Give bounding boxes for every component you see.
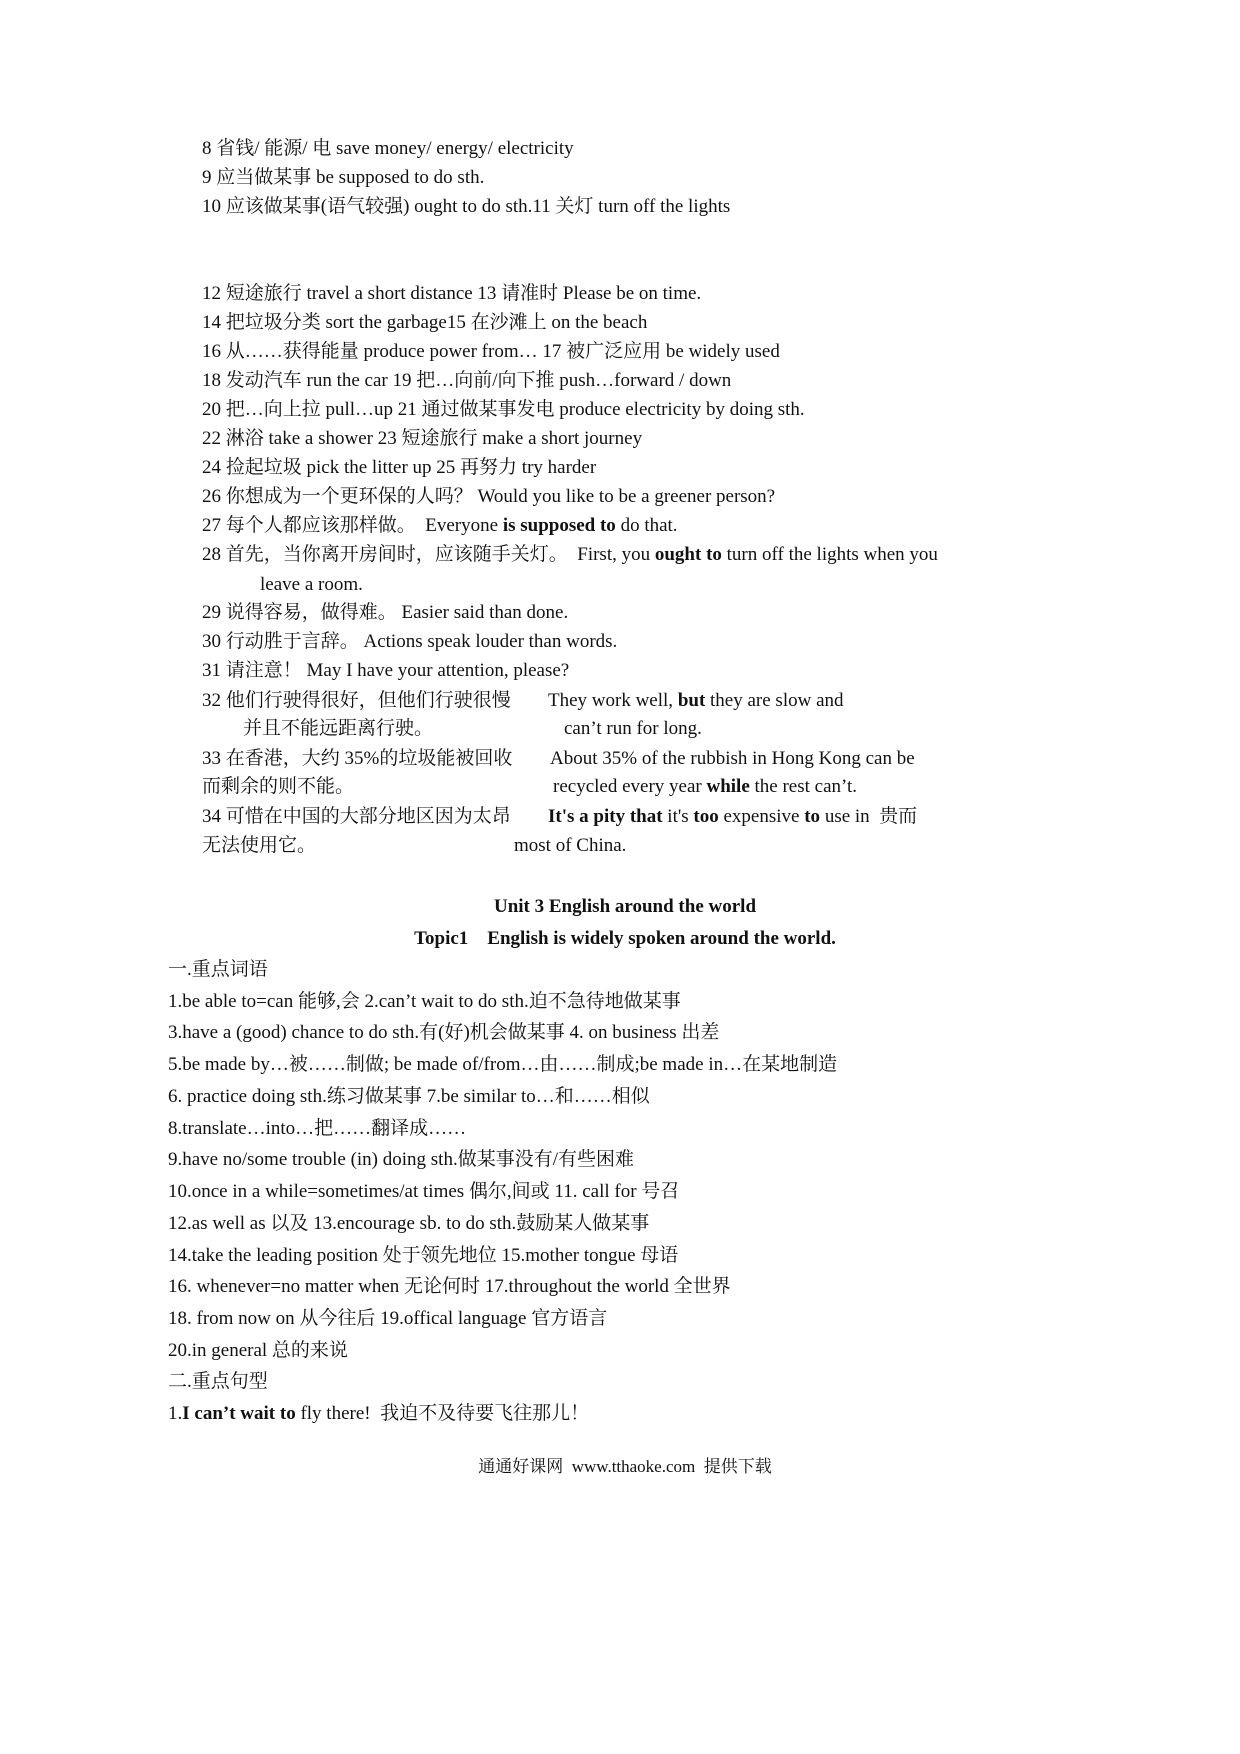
page-footer: 通通好课网 www.tthaoke.com 提供下载 <box>478 1457 772 1476</box>
sentence-line-27 <box>202 514 678 538</box>
line34-bold-c: too <box>693 806 719 827</box>
sentence-line-28-cont: leave a room. <box>260 574 363 595</box>
vocab-item: 20.in general 总的来说 <box>168 1340 348 1361</box>
sentence-line-34-en <box>548 805 917 829</box>
sentence-line-32-en <box>548 689 844 713</box>
line34-en-d: expensive <box>718 806 805 827</box>
line34-bold-e: to <box>804 806 821 827</box>
line34-en-f: use in 贵而 <box>820 806 918 827</box>
line32-en-c: they are slow and <box>705 690 844 711</box>
topic-title: Topic1 English is widely spoken around the world. <box>414 928 836 949</box>
vocab-item: 5.be made by…被……制做; be made of/from…由……制成;be made in…在某地制造 <box>168 1054 838 1075</box>
sentence-line-33-en: About 35% of the rubbish in Hong Kong can be <box>550 748 915 769</box>
sentence-line-32-en-cont: can’t run for long. <box>564 718 702 739</box>
vocab-line-8: 8 省钱/ 能源/ 电 save money/ energy/ electricity <box>202 138 574 159</box>
vocab-line-9: 9 应当做某事 be supposed to do sth. <box>202 167 485 188</box>
sentence1-tail: fly there! 我迫不及待要飞往那儿！ <box>295 1403 590 1424</box>
vocab-item: 10.once in a while=sometimes/at times 偶尔,间或 11. call for 号召 <box>168 1181 680 1202</box>
vocab-line-10: 10 应该做某事(语气较强) ought to do sth.11 关灯 turn off the lights <box>202 196 731 217</box>
line33-en-c: the rest can’t. <box>749 776 858 797</box>
vocab-item: 16. whenever=no matter when 无论何时 17.throughout the world 全世界 <box>168 1276 731 1297</box>
section-heading-sentences: 二.重点句型 <box>168 1371 268 1392</box>
vocab-line-12: 12 短途旅行 travel a short distance 13 请准时 Please be on time. <box>202 283 702 304</box>
vocab-item: 18. from now on 从今往后 19.offical language 官方语言 <box>168 1308 608 1329</box>
line28-tail: turn off the lights when you <box>721 544 938 565</box>
line27-bold: is supposed to <box>502 515 616 536</box>
sentence-line-28 <box>202 543 938 567</box>
line33-bold: while <box>706 776 750 797</box>
vocab-line-22: 22 淋浴 take a shower 23 短途旅行 make a short journey <box>202 428 643 449</box>
vocab-item: 9.have no/some trouble (in) doing sth.做某事没有/有些困难 <box>168 1149 634 1170</box>
sentence-line-33-en-cont <box>553 775 857 799</box>
line32-bold: but <box>677 690 706 711</box>
vocab-line-16: 16 从……获得能量 produce power from… 17 被广泛应用 be widely used <box>202 341 780 362</box>
sentence-line-33-zh: 33 在香港，大约 35%的垃圾能被回收 <box>202 748 513 769</box>
vocab-item: 6. practice doing sth.练习做某事 7.be similar to…和……相似 <box>168 1086 650 1107</box>
sentence-line-26: 26 你想成为一个更环保的人吗？ Would you like to be a greener person? <box>202 486 776 507</box>
vocab-item: 1.be able to=can 能够,会 2.can’t wait to do sth.迫不急待地做某事 <box>168 991 681 1012</box>
sentence-line-34-en-cont: most of China. <box>514 835 627 856</box>
sentence-line-32-zh: 32 他们行驶得很好，但他们行驶很慢 <box>202 690 511 711</box>
vocab-line-14: 14 把垃圾分类 sort the garbage15 在沙滩上 on the beach <box>202 312 648 333</box>
line27-tail: do that. <box>615 515 678 536</box>
vocab-line-24: 24 捡起垃圾 pick the litter up 25 再努力 try harder <box>202 457 597 478</box>
line27-text: 27 每个人都应该那样做。 Everyone <box>202 515 503 536</box>
sentence-line-29: 29 说得容易，做得难。 Easier said than done. <box>202 602 569 623</box>
sentence-line-30: 30 行动胜于言辞。 Actions speak louder than words. <box>202 631 618 652</box>
line33-en-a: recycled every year <box>553 776 707 797</box>
vocab-item: 14.take the leading position 处于领先地位 15.mother tongue 母语 <box>168 1245 679 1266</box>
vocab-line-18: 18 发动汽车 run the car 19 把…向前/向下推 push…forward / down <box>202 370 732 391</box>
vocab-line-20: 20 把…向上拉 pull…up 21 通过做某事发电 produce electricity by doing sth. <box>202 399 805 420</box>
vocab-item: 8.translate…into…把……翻译成…… <box>168 1118 467 1139</box>
sentence-line-33-zh-cont: 而剩余的则不能。 <box>202 776 355 797</box>
line34-en-b: it's <box>662 806 694 827</box>
sentence1-bold: I can’t wait to <box>182 1403 296 1424</box>
sentence-line-31: 31 请注意！ May I have your attention, please? <box>202 660 570 681</box>
unit-title: Unit 3 English around the world <box>493 896 757 917</box>
sentence-line-34-zh: 34 可惜在中国的大部分地区因为太昂 <box>202 806 511 827</box>
key-sentence-1 <box>168 1402 589 1426</box>
line34-bold-a: It's a pity that <box>548 806 663 827</box>
line28-text: 28 首先，当你离开房间时，应该随手关灯。 First, you <box>202 544 655 565</box>
vocab-item: 12.as well as 以及 13.encourage sb. to do sth.鼓励某人做某事 <box>168 1213 650 1234</box>
section-heading-vocab: 一.重点词语 <box>168 959 268 980</box>
vocab-item: 3.have a (good) chance to do sth.有(好)机会做某事 4. on business 出差 <box>168 1022 720 1043</box>
line28-bold: ought to <box>654 544 722 565</box>
sentence1-num: 1. <box>168 1403 183 1424</box>
sentence-line-32-zh-cont: 并且不能远距离行驶。 <box>243 718 434 739</box>
line32-en-a: They work well, <box>548 690 678 711</box>
sentence-line-34-zh-cont: 无法使用它。 <box>202 835 317 856</box>
